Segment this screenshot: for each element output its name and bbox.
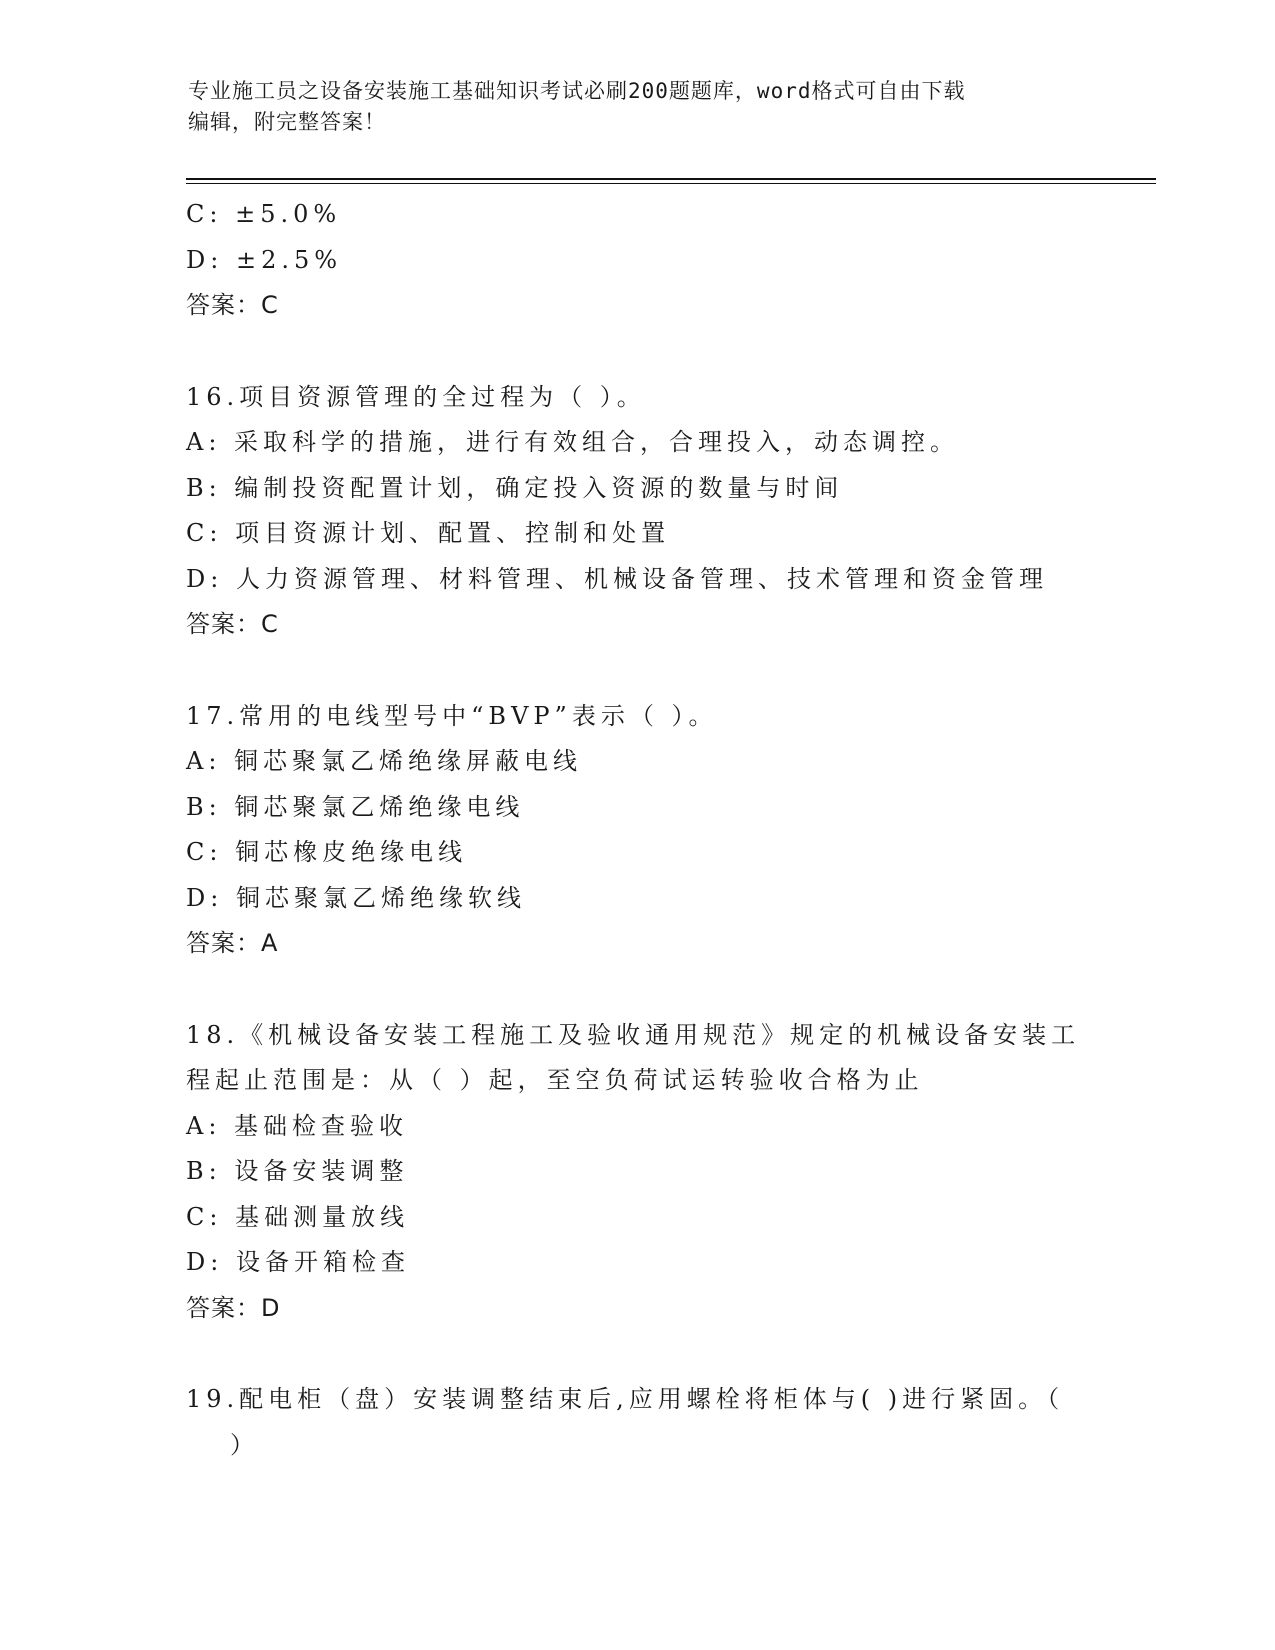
- option-d: D: ±2.5%: [186, 245, 343, 274]
- question-stem: 16.项目资源管理的全过程为（ ）。: [186, 382, 646, 411]
- header-line-2: 编辑，附完整答案！: [188, 110, 386, 134]
- answer: 答案：C: [186, 291, 279, 319]
- question-list: [186, 192, 1106, 1468]
- question-stem-line-2: 程起止范围是：从（ ）起，至空负荷试运转验收合格为止: [186, 1066, 924, 1094]
- header-line-1: 专业施工员之设备安装施工基础知识考试必刷200题题库，word格式可自由下载: [188, 79, 966, 103]
- question-19: [186, 1377, 1106, 1468]
- answer: 答案：D: [186, 1293, 281, 1322]
- option-d: D: 设备开箱检查: [186, 1248, 410, 1276]
- header-divider-thick: [186, 178, 1156, 180]
- option-c: C: 项目资源计划、配置、控制和处置: [186, 519, 671, 547]
- question-stem-line-2: ）: [230, 1430, 259, 1459]
- option-d: D: 人力资源管理、材料管理、机械设备管理、技术管理和资金管理: [186, 564, 1048, 593]
- question-18: [186, 1013, 1106, 1332]
- option-c: C: ±5.0%: [186, 200, 342, 228]
- question-16: [186, 375, 1106, 648]
- option-c: C: 基础测量放线: [186, 1202, 410, 1231]
- option-a: A: 基础检查验收: [186, 1111, 409, 1140]
- header-divider-thin: [186, 183, 1156, 184]
- document-header: [188, 76, 1088, 138]
- option-c: C: 铜芯橡皮绝缘电线: [186, 838, 468, 866]
- question-17: [186, 694, 1106, 967]
- question-15-tail: [186, 192, 1106, 329]
- option-d: D: 铜芯聚氯乙烯绝缘软线: [186, 883, 526, 912]
- answer: 答案：C: [186, 610, 279, 638]
- option-a: A: 铜芯聚氯乙烯绝缘屏蔽电线: [186, 747, 583, 775]
- question-stem-line-1: 18.《机械设备安装工程施工及验收通用规范》规定的机械设备安装工: [186, 1020, 1081, 1049]
- question-stem-line-1: 19.配电柜（盘）安装调整结束后,应用螺栓将柜体与( )进行紧固。（: [186, 1385, 1065, 1413]
- question-stem: 17.常用的电线型号中“BVP”表示（ ）。: [186, 701, 718, 730]
- option-b: B: 设备安装调整: [186, 1157, 409, 1185]
- option-b: B: 铜芯聚氯乙烯绝缘电线: [186, 792, 525, 821]
- answer: 答案：A: [186, 929, 279, 957]
- option-b: B: 编制投资配置计划，确定投入资源的数量与时间: [186, 473, 844, 502]
- option-a: A: 采取科学的措施，进行有效组合，合理投入，动态调控。: [186, 428, 960, 456]
